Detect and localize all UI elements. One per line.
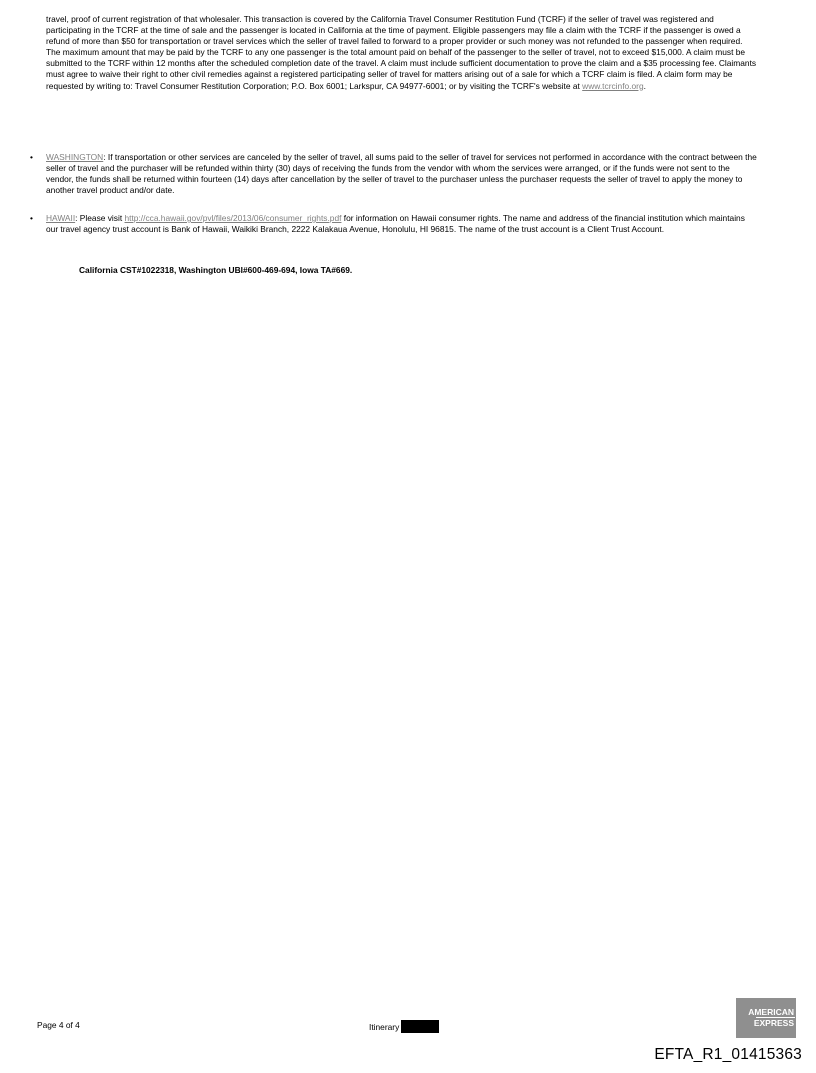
logo-line1: AMERICAN <box>748 1007 794 1017</box>
tcrf-paragraph <box>46 14 758 92</box>
hawaii-heading[interactable]: HAWAII <box>46 213 76 223</box>
washington-paragraph <box>46 152 758 196</box>
logo-line2: EXPRESS <box>753 1018 794 1028</box>
hawaii-section <box>30 213 760 235</box>
american-express-logo <box>736 998 796 1038</box>
washington-heading[interactable]: WASHINGTON <box>46 152 104 162</box>
registration-numbers: California CST#1022318, Washington UBI#600-469-694, Iowa TA#669. <box>79 265 353 275</box>
tcrf-website-link[interactable]: www.tcrcinfo.org <box>582 80 644 91</box>
page-number: Page 4 of 4 <box>37 1020 80 1030</box>
bullet-icon: • <box>30 213 33 223</box>
bates-number: EFTA_R1_01415363 <box>654 1046 802 1063</box>
hawaii-paragraph <box>46 213 758 235</box>
american-express-logo-graphic <box>736 998 796 1038</box>
hawaii-text: for information on Hawaii consumer rights. The name and address of the financial institution which maintains our travel agency trust account is Bank of Hawaii, Waikiki Branch, 2222 Kalakaua Avenue, Honolulu, HI 96815. The name of the trust account is a Client Trust Account. <box>46 213 745 235</box>
washington-text: : If transportation or other services are canceled by the seller of travel, all sums paid to the seller of travel for services not performed in accordance with the contract between the seller of travel and the purchaser will be refunded within thirty (30) days of receiving the funds from the vendor with whom the services were arranged, or if the funds were not sent to the vendor, the funds shall be returned within fourteen (14) days after cancellation by the seller of travel to the purchaser unless the purchaser requests the seller of travel to apply the money to another travel product and/or date. <box>46 152 757 196</box>
tcrf-text: travel, proof of current registration of that wholesaler. This transaction is covered by the California Travel Consumer Restitution Fund (TCRF) if the seller of travel was registered and participating in the TCRF at the time of sale and the passenger is located in California at the time of payment. Eligible passengers may file a claim with the TCRF if the passenger is owed a refund of more than $50 for transportation or travel services which the seller of travel failed to forward to a proper provider or such money was not refunded to the passenger when required. The maximum amount that may be paid by the TCRF to any one passenger is the total amount paid on behalf of the passenger to the seller of travel, not to exceed $15,000. A claim must be submitted to the TCRF within 12 months after the scheduled completion date of the travel. A claim must include sufficient documentation to prove the claim and a $35 processing fee. Claimants must agree to waive their right to other civil remedies against a registered participating seller of travel for matters arising out of a sale for which a TCRF claim is filed. A claim form may be requested by writing to: Travel Consumer Restitution Corporation; P.O. Box 6001; Larkspur, CA 94977-6001; or by visiting the TCRF's website at <box>46 14 757 91</box>
itinerary-label: Itinerary <box>369 1022 400 1032</box>
washington-section <box>30 152 760 196</box>
hawaii-text-lead: : Please visit <box>75 213 125 223</box>
redaction-box <box>401 1020 439 1033</box>
itinerary-footer <box>369 1020 439 1033</box>
bullet-icon: • <box>30 152 33 162</box>
hawaii-consumer-rights-link[interactable]: http://cca.hawaii.gov/pvl/files/2013/06/consumer_rights.pdf <box>124 213 342 223</box>
tcrf-period: . <box>643 80 646 91</box>
